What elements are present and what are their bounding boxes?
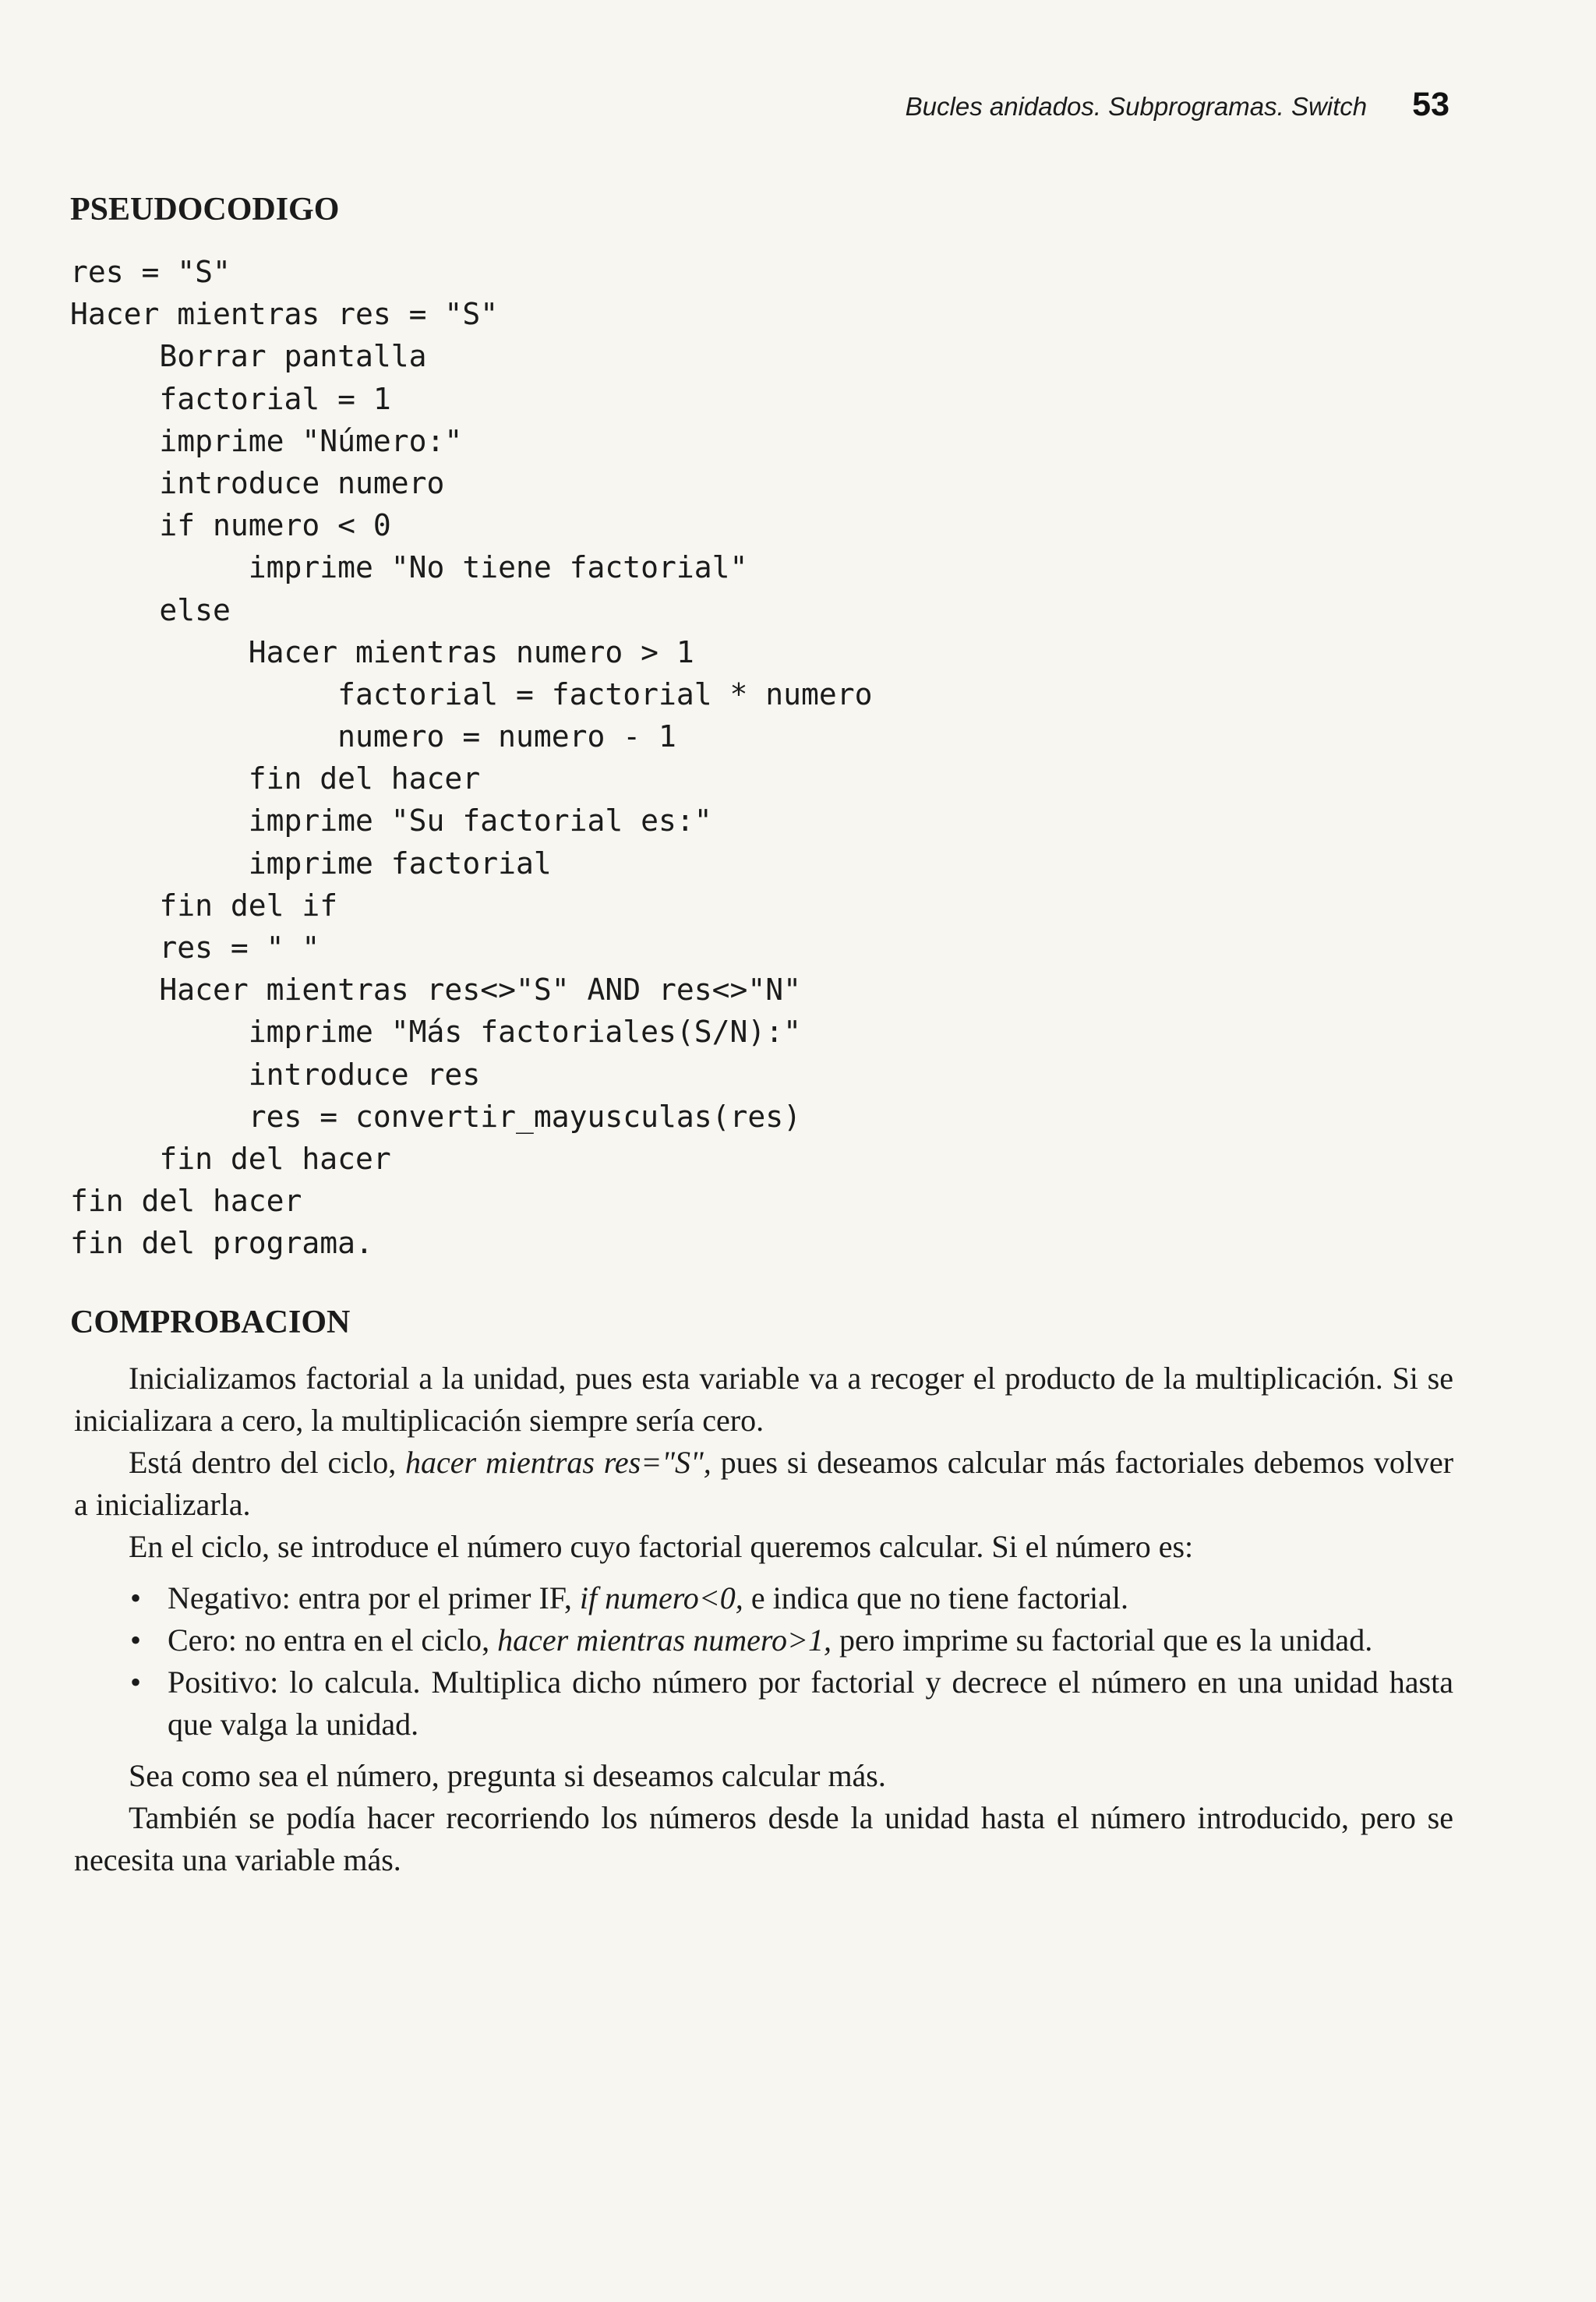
code-line: imprime "Su factorial es:" bbox=[70, 803, 712, 839]
pseudocode-heading: PSEUDOCODIGO bbox=[70, 192, 340, 228]
code-line: else bbox=[70, 592, 231, 627]
paragraph-2-text: Está dentro del ciclo, bbox=[129, 1445, 406, 1480]
paragraph-2-text-end: pues si deseamos calcular más factoriales debemos volver a inicializarla. bbox=[74, 1445, 1454, 1522]
bullet-emphasis: hacer mientras numero>1, bbox=[497, 1622, 832, 1658]
code-line: fin del programa. bbox=[70, 1226, 373, 1261]
bullet-item bbox=[74, 1619, 1453, 1661]
bullet-item bbox=[74, 1661, 1453, 1746]
paragraph-2-emphasis: hacer mientras res="S", bbox=[405, 1445, 711, 1480]
bullet-dot-icon: • bbox=[130, 1665, 142, 1700]
bullet-text-end: e indica que no tiene factorial. bbox=[743, 1580, 1129, 1615]
comprobacion-body bbox=[74, 1358, 1453, 1881]
code-line: Borrar pantalla bbox=[70, 339, 427, 374]
bullet-text: Cero: no entra en el ciclo, bbox=[168, 1622, 498, 1658]
code-line: res = "S" bbox=[70, 255, 231, 289]
paragraph-2 bbox=[74, 1442, 1453, 1526]
paragraph-4: Sea como sea el número, pregunta si deseamos calcular más. bbox=[129, 1758, 886, 1793]
paragraph-5: También se podía hacer recorriendo los números desde la unidad hasta el número introducido, pero se necesita una variable más. bbox=[74, 1800, 1453, 1877]
comprobacion-heading: COMPROBACION bbox=[70, 1305, 351, 1340]
code-line: fin del hacer bbox=[70, 1141, 391, 1176]
pseudocode-block bbox=[70, 251, 873, 1265]
bullet-dot-icon: • bbox=[130, 1622, 142, 1658]
running-head: Bucles anidados. Subprogramas. Switch bbox=[905, 92, 1368, 121]
code-line: Hacer mientras numero > 1 bbox=[70, 634, 694, 669]
bullet-item bbox=[74, 1577, 1453, 1619]
code-line: fin del hacer bbox=[70, 1184, 302, 1219]
code-line: introduce numero bbox=[70, 465, 445, 500]
page-number: 53 bbox=[1412, 86, 1449, 123]
code-line: imprime "No tiene factorial" bbox=[70, 550, 748, 585]
code-line: imprime "Más factoriales(S/N):" bbox=[70, 1015, 801, 1050]
code-line: Hacer mientras res = "S" bbox=[70, 297, 499, 332]
bullet-emphasis: if numero<0, bbox=[579, 1580, 743, 1615]
bullet-text: Positivo: lo calcula. Multiplica dicho número por factorial y decrece el número en una unidad hasta que valga la unidad. bbox=[168, 1665, 1453, 1742]
page-header bbox=[779, 86, 1449, 124]
code-line: imprime factorial bbox=[70, 846, 552, 881]
bullet-list bbox=[74, 1577, 1453, 1746]
code-line: factorial = factorial * numero bbox=[70, 676, 873, 711]
code-line: factorial = 1 bbox=[70, 381, 391, 416]
paragraph-3: En el ciclo, se introduce el número cuyo factorial queremos calcular. Si el número es: bbox=[129, 1529, 1194, 1564]
bullet-text-end: pero imprime su factorial que es la unidad. bbox=[831, 1622, 1373, 1658]
code-line: imprime "Número:" bbox=[70, 423, 463, 458]
code-line: res = " " bbox=[70, 930, 320, 965]
code-line: fin del hacer bbox=[70, 761, 481, 796]
code-line: Hacer mientras res<>"S" AND res<>"N" bbox=[70, 973, 801, 1008]
code-line: if numero < 0 bbox=[70, 508, 391, 543]
paragraph-1: Inicializamos factorial a la unidad, pues esta variable va a recoger el producto de la multiplicación. Si se inicializara a cero, la multiplicación siempre sería cero. bbox=[74, 1361, 1453, 1438]
code-line: res = convertir_mayusculas(res) bbox=[70, 1099, 801, 1134]
code-line: numero = numero - 1 bbox=[70, 719, 676, 754]
code-line: fin del if bbox=[70, 888, 338, 923]
bullet-text: Negativo: entra por el primer IF, bbox=[168, 1580, 580, 1615]
bullet-dot-icon: • bbox=[130, 1580, 142, 1615]
code-line: introduce res bbox=[70, 1057, 481, 1092]
